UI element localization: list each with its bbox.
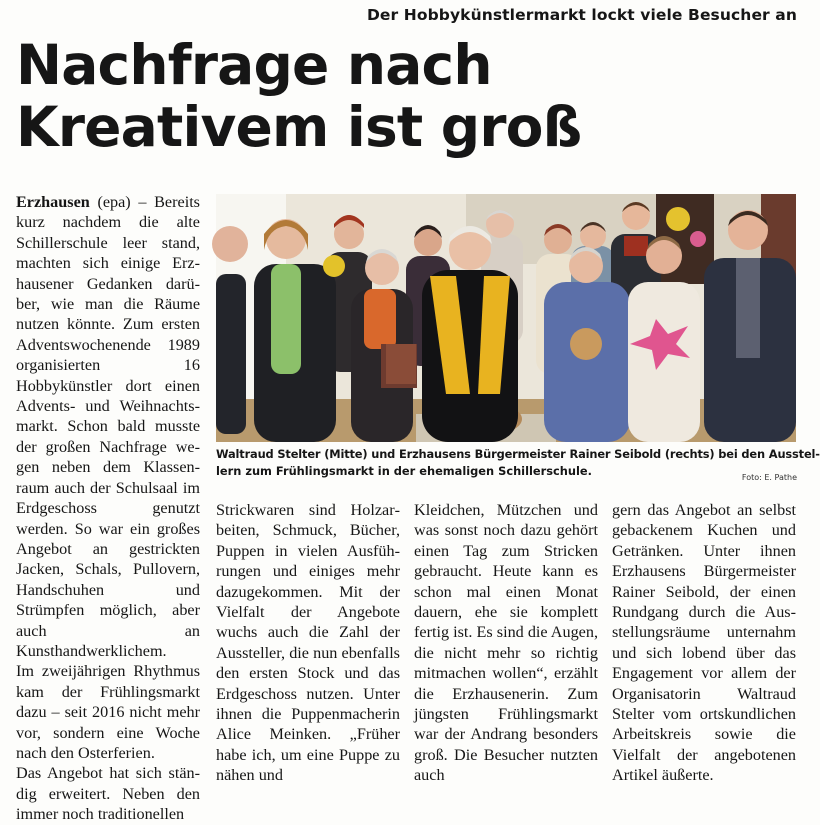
article-paragraph: Im zweijährigen Rhythmus kam der Frühlingsmarkt dazu – seit 2016 nicht mehr vor, sondern eine Woche nach den Osterferien. [16,662,200,762]
article-paragraph: gern das Angebot an selbst gebackenem Kuchen und Getränken. Unter ihnen Erzhausens Bürgermeister Rainer Seibold, der einen Rundgang durch die Ausstellungsräume unternahm und sich lobend über das Engagement vor allem der Organisatorin Waltraud Stelter vom ortskundlichen Arbeitskreis sowie die Vielfalt der angebotenen Artikel äußerte. [612,501,796,785]
article-column-2 [216,500,400,785]
article-column-1 [16,192,200,824]
artwork-yellow-figure [666,207,690,231]
headline-line-2: Kreativem ist groß [16,95,582,159]
article-kicker: Der Hobbykünstlermarkt lockt viele Besucher an [366,6,797,24]
artwork-pink-figure [690,231,706,247]
headline [16,34,581,158]
book-display [386,344,416,384]
headline-line-1: Nachfrage nach [16,33,492,97]
dateline: Erzhausen [16,193,90,211]
article-paragraph [16,192,200,661]
yellow-toy [323,255,345,277]
photo-caption [216,446,820,480]
teddy-bear-toy [570,328,602,360]
article-paragraph: Das Angebot hat sich ständig erweitert. Neben den immer noch traditionellen [16,764,200,824]
caption-line-2: lern zum Frühlingsmarkt in der ehemaligen Schillerschule. [216,464,592,478]
article-photo [216,194,796,442]
caption-line-1: Waltraud Stelter (Mitte) und Erzhausens Bürgermeister Rainer Seibold (rechts) bei den Ausstel- [216,447,820,461]
paragraph-text: (epa) – Bereits kurz nachdem die alte Schillerschule leer stand, machten sich einige Erzhausener Gedanken darüber, wie man die Räume nutzen könnte. Zum ersten Adventswochenende 1989 organisierten 16 Hobbykünstler dort einen Advents- und Weihnachtsmarkt. Schon bald musste der großen Nachfrage wegen neben dem Klassenraum auch der Schulsaal im Erdgeschoss genutzt werden. So war ein großes Angebot an gestrickten Jacken, Schals, Pullovern, Handschuhen und Strümpfen möglich, aber auch an Kunsthandwerklichem. [16,193,200,660]
article-column-3 [414,500,598,785]
photo-credit: Foto: E. Pathe [741,473,797,482]
article-paragraph: Kleidchen, Mützchen und was sonst noch dazu gehört einen Tag zum Stricken gebraucht. Heute kann es schon mal einen Monat dauern, ehe sie komplett fertig ist. Es sind die Augen, die nicht mehr so richtig mitmachen wollen“, erzählt die Erzhausenerin. Zum jüngsten Frühlingsmarkt war der Andrang besonders groß. Die Besucher nutzten auch [414,501,598,785]
group-photo-illustration [216,194,796,442]
article-paragraph: Strickwaren sind Holzarbeiten, Schmuck, Bücher, Puppen in vielen Ausführungen und einiges mehr dazugekommen. Mit der Vielfalt der Angebote wuchs auch die Zahl der Aussteller, die nun ebenfalls den ersten Stock und das Erdgeschoss nutzen. Unter ihnen die Puppenmacherin Alice Meinken. „Früher habe ich, um eine Puppe zu nähen und [216,501,400,785]
article-column-4 [612,500,796,785]
